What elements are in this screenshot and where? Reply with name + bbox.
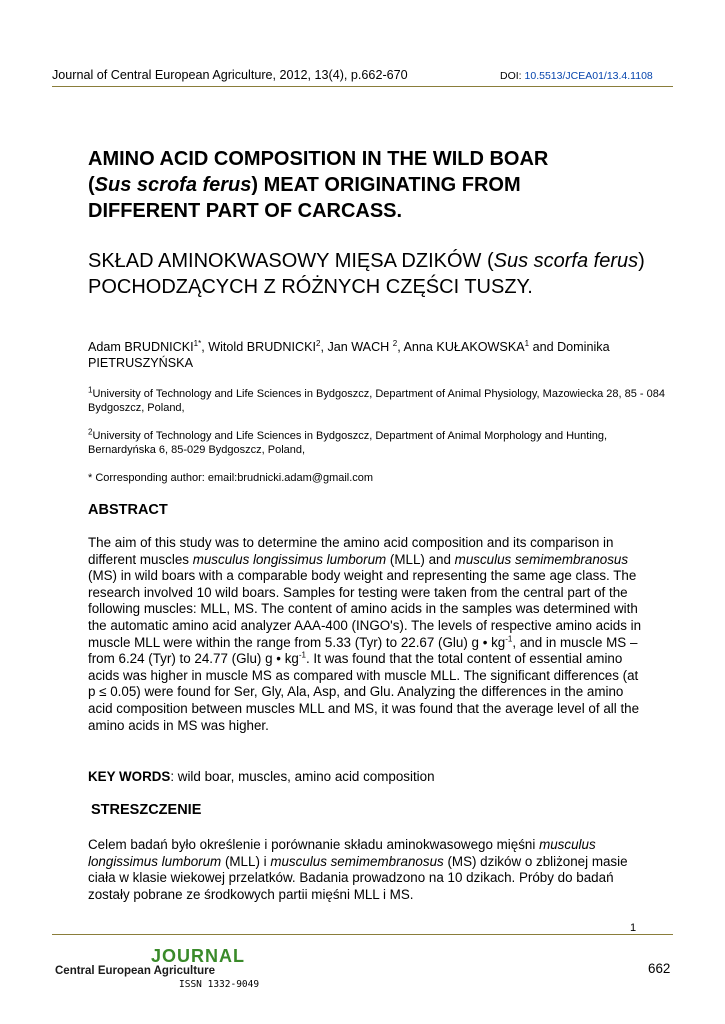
title-english <box>88 146 648 224</box>
streszczenie-heading: STRESZCZENIE <box>91 802 202 818</box>
abstract-body <box>88 535 643 734</box>
abstract-text-3: (MS) in wild boars with a comparable body weight and representing the same age class. The research involved 10 wild boars. Samples for testing were taken from the central part of the following muscles: MLL, MS. The content of amino acids in the samples was determined with the automatic amino acid analyzer AAA-400 (INGO's). The levels of respective amino acids in muscle MLL were within the range from 5.33 (Tyr) to 22.67 (Glu) g • kg <box>88 568 642 650</box>
author-2-sup: 2 <box>316 338 321 348</box>
streszczenie-term-ms: musculus semimembranosus <box>270 853 444 869</box>
author-list <box>88 339 648 371</box>
page-number-small: 1 <box>630 922 637 934</box>
affiliation-1-text: University of Technology and Life Sciences in Bydgoszcz, Department of Animal Physiology, Mazowiecka 28, 85 - 084 Bydgoszcz, Poland, <box>88 388 665 414</box>
affiliation-2-sup: 2 <box>88 427 93 437</box>
doi-link[interactable]: 10.5513/JCEA01/13.4.1108 <box>524 70 653 82</box>
abstract-sup-1: -1 <box>505 634 513 644</box>
author-1-sup: 1* <box>193 338 202 348</box>
title-en-line2: ) MEAT ORIGINATING FROM <box>251 174 521 196</box>
abstract-text-1: The aim of this study was to determine the amino acid composition and its comparison in different muscles <box>88 535 614 567</box>
journal-citation: Journal of Central European Agriculture, 2012, 13(4), p.662-670 <box>52 68 408 82</box>
title-pl-part1: SKŁAD AMINOKWASOWY MIĘSA DZIKÓW ( <box>88 250 494 272</box>
logo-journal-text: JOURNAL <box>151 946 246 966</box>
abstract-text-5: . It was found that the total content of essential amino acids was higher in muscle MS as compared with muscle MLL. The significant differences (at p ≤ 0.05) were found for Ser, Gly, Ala, Asp, and Glu. Analyzing the differences in the amino acid composition between muscles MLL and MS, it was found that the average level of all the amino acids in MS was higher. <box>88 651 640 733</box>
title-polish <box>88 248 658 300</box>
title-en-paren: ( <box>88 174 95 196</box>
streszczenie-body <box>88 837 643 903</box>
corresponding-author: * Corresponding author: email:brudnicki.adam@gmail.com <box>88 472 374 484</box>
author-4: , Anna KUŁAKOWSKA <box>397 340 525 354</box>
footer-rule <box>52 934 673 935</box>
header-rule <box>52 86 673 87</box>
author-1: Adam BRUDNICKI <box>88 340 194 354</box>
title-en-line3: DIFFERENT PART OF CARCASS. <box>88 200 403 222</box>
author-4-sup: 1 <box>524 338 530 348</box>
streszczenie-text-2: (MLL) i <box>221 853 271 869</box>
affiliation-2-text: University of Technology and Life Sciences in Bydgoszcz, Department of Animal Morphology and Hunting, Bernardyńska 6, 85-029 Bydgoszcz, Poland, <box>88 430 608 456</box>
abstract-heading: ABSTRACT <box>88 502 168 518</box>
keywords <box>88 769 435 784</box>
abstract-sup-2: -1 <box>298 650 306 660</box>
abstract-text-4: , and in muscle MS – from 6.24 (Tyr) to 24.77 (Glu) g • kg <box>88 634 638 667</box>
author-5: and Dominika PIETRUSZYŃSKA <box>88 340 610 370</box>
affiliation-1-sup: 1 <box>88 385 93 395</box>
page-number: 662 <box>648 961 671 976</box>
abstract-term-mll: musculus longissimus lumborum <box>192 551 387 567</box>
logo-name-text: Central European Agriculture <box>55 965 215 977</box>
title-en-species: Sus scrofa ferus <box>94 174 252 196</box>
title-pl-species: Sus scorfa ferus <box>493 250 639 272</box>
streszczenie-text-3: (MS) dzików o zbliżonej masie ciała w klasie wiekowej przelatków. Badania prowadzono na 10 dzikach. Próby do badań zostały pobrane ze środkowych partii mięśni MLL i MS. <box>88 853 628 902</box>
abstract-term-ms: musculus semimembranosus <box>454 551 629 567</box>
author-3: , Jan WACH <box>320 340 393 354</box>
journal-logo <box>55 946 270 992</box>
streszczenie-term-mll: musculus longissimus lumborum <box>88 837 596 869</box>
author-3-sup: 2 <box>392 338 398 348</box>
logo-issn: ISSN 1332-9049 <box>179 979 260 990</box>
affiliation-1 <box>88 387 668 415</box>
abstract-text-2: (MLL) and <box>386 551 455 567</box>
doi <box>500 70 653 82</box>
streszczenie-text-1: Celem badań było określenie i porównanie składu aminokwasowego mięśni <box>88 837 540 852</box>
author-2: , Witold BRUDNICKI <box>201 340 316 354</box>
keywords-text: : wild boar, muscles, amino acid composition <box>170 769 435 784</box>
running-header <box>52 68 672 82</box>
title-pl-part2: ) POCHODZĄCYCH Z RÓŻNYCH CZĘŚCI TUSZY. <box>88 250 645 298</box>
affiliation-2 <box>88 429 668 457</box>
keywords-label: KEY WORDS <box>88 769 171 784</box>
title-en-line1: AMINO ACID COMPOSITION IN THE WILD BOAR <box>88 148 549 170</box>
doi-label: DOI: <box>500 70 522 82</box>
